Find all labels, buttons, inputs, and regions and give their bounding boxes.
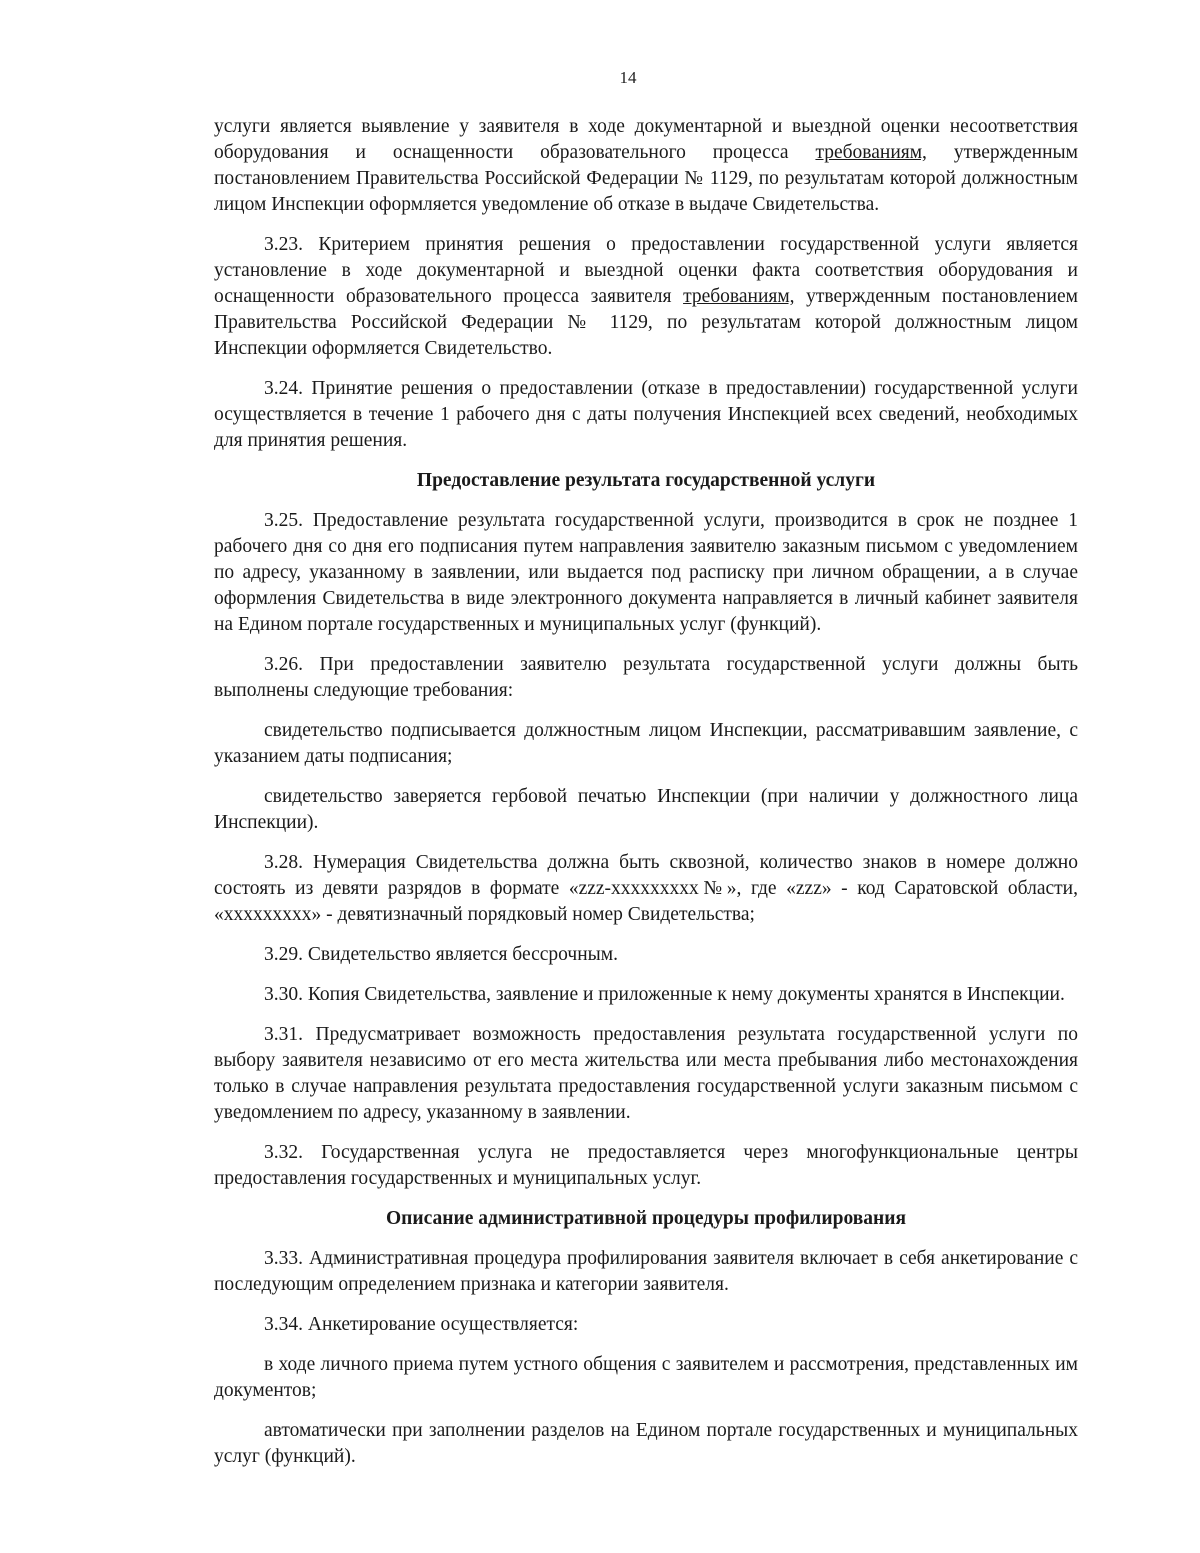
paragraph-3-32: 3.32. Государственная услуга не предоставляется через многофункциональные центры предоставления государственных и муниципальных услуг. [214, 1142, 1078, 1189]
paragraph-3-24: 3.24. Принятие решения о предоставлении (отказе в предоставлении) государственной услуги осуществляется в течение 1 рабочего дня с даты получения Инспекцией всех сведений, необходимых для принятия решения. [214, 378, 1078, 451]
paragraph-text: 3.23. Критерием принятия решения о предоставлении государственной услуги является установление в ходе документарной и выездной оценки факта соответствия оборудования и оснащенности образовательного процесса заявителя [214, 234, 1078, 307]
paragraph-3-25: 3.25. Предоставление результата государственной услуги, производится в срок не позднее 1 рабочего дня со дня его подписания путем направления заявителю заказным письмом с уведомлением по адресу, указанному в заявлении, или выдается под расписку при личном обращении, а в случае оформления Свидетельства в виде электронного документа направляется в личный кабинет заявителя на Едином портале государственных и муниципальных услуг (функций). [214, 510, 1078, 635]
paragraph-3-28: 3.28. Нумерация Свидетельства должна быть сквозной, количество знаков в номере должно состоять из девяти разрядов в формате «zzz-xxxxxxxxx№», где «zzz» - код Саратовской области, «xxxxxxxxx» - девятизначный порядковый номер Свидетельства; [214, 852, 1078, 925]
paragraph-text: утвержденным постановлением Правительства Российской Федерации № 1129, по результатам которой должностным лицом Инспекции оформляется Свидетельство. [214, 286, 1078, 359]
paragraph-3-26-item-a: свидетельство подписывается должностным лицом Инспекции, рассматривавшим заявление, с указанием даты подписания; [214, 720, 1078, 767]
paragraph-continuation [214, 114, 1078, 218]
paragraph-3-29: 3.29. Свидетельство является бессрочным. [264, 944, 618, 965]
paragraph-3-30: 3.30. Копия Свидетельства, заявление и приложенные к нему документы хранятся в Инспекции. [264, 984, 1065, 1005]
paragraph-3-34-item-a: в ходе личного приема путем устного общения с заявителем и рассмотрения, представленных им документов; [214, 1354, 1078, 1401]
paragraph-3-23 [214, 232, 1078, 362]
paragraph-text: услуги является выявление у заявителя в ходе документарной и выездной оценки несоответствия оборудования и оснащенности образовательного процесса [214, 116, 1078, 163]
document-page [214, 66, 1078, 1536]
section-heading-result: Предоставление результата государственной услуги [416, 470, 876, 491]
paragraph-text: утвержденным постановлением Правительства Российской Федерации № 1129, по результатам которой должностным лицом Инспекции оформляется уведомление об отказе в выдаче Свидетельства. [214, 142, 1078, 215]
page-number: 14 [619, 68, 637, 87]
paragraph-3-31: 3.31. Предусматривает возможность предоставления результата государственной услуги по выбору заявителя независимо от его места жительства или места пребывания либо местонахождения только в случае направления результата предоставления государственной услуги заказным письмом с уведомлением по адресу, указанному в заявлении. [214, 1024, 1078, 1123]
paragraph-3-34-item-b: автоматически при заполнении разделов на Едином портале государственных и муниципальных услуг (функций). [214, 1420, 1078, 1467]
paragraph-3-34: 3.34. Анкетирование осуществляется: [264, 1314, 579, 1335]
requirements-link[interactable]: требованиям, [815, 142, 927, 163]
section-heading-profiling: Описание административной процедуры профилирования [385, 1208, 907, 1229]
paragraph-3-33: 3.33. Административная процедура профилирования заявителя включает в себя анкетирование с последующим определением признака и категории заявителя. [214, 1248, 1078, 1295]
paragraph-3-26-item-b: свидетельство заверяется гербовой печатью Инспекции (при наличии у должностного лица Инспекции). [214, 786, 1078, 833]
requirements-link[interactable]: требованиям, [683, 286, 795, 307]
paragraph-3-26: 3.26. При предоставлении заявителю результата государственной услуги должны быть выполнены следующие требования: [214, 654, 1078, 701]
